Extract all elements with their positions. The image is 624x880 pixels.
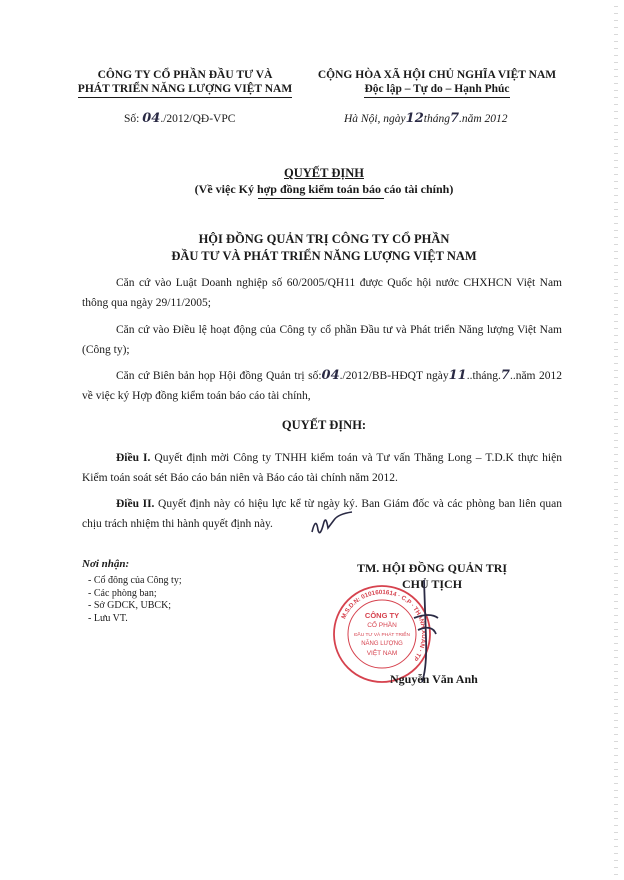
company-name-line1: CÔNG TY CỔ PHẦN ĐẦU TƯ VÀ xyxy=(97,69,273,81)
basis-1-text: Căn cứ vào Luật Doanh nghiệp số 60/2005/QH11 được Quốc hội nước CHXHCN Việt Nam thông qua ngày 29/11/2005; xyxy=(82,277,562,309)
article-1-text: Quyết định mời Công ty TNHH kiểm toán và Tư vấn Thăng Long – T.D.K thực hiện Kiểm toán soát sét Báo cáo bán niên và Báo cáo tài chính năm 2012. xyxy=(82,452,562,484)
article-2-text: Quyết định này có hiệu lực kể từ ngày ký. Ban Giám đốc và các phòng ban liên quan chịu trách nhiệm thi hành quyết định này. xyxy=(82,498,563,530)
national-motto: Độc lập – Tự do – Hạnh Phúc xyxy=(364,82,509,98)
doc-number-suffix: ./2012/QĐ-VPC xyxy=(160,113,236,125)
recipients-block xyxy=(82,558,182,625)
basis-paragraph-3 xyxy=(82,366,562,406)
doc-number-prefix: Số: xyxy=(124,113,143,125)
recipient-item: - Các phòng ban; xyxy=(88,587,157,599)
seal-line-3: ĐẦU TƯ VÀ PHÁT TRIỂN xyxy=(354,633,410,638)
company-name-line2: PHÁT TRIỂN NĂNG LƯỢNG VIỆT NAM xyxy=(78,82,292,98)
seal-line-2: CỔ PHẦN xyxy=(367,622,397,629)
seal-line-1: CÔNG TY xyxy=(364,611,400,620)
date-day-handwritten: 12 xyxy=(405,111,424,126)
basis-paragraph-2 xyxy=(82,320,562,360)
signature-title: TM. HỘI ĐỒNG QUẢN TRỊ xyxy=(356,561,508,575)
board-heading-line2: ĐẦU TƯ VÀ PHÁT TRIỂN NĂNG LƯỢNG VIỆT NAM xyxy=(171,249,477,263)
basis-2-text: Căn cứ vào Điều lệ hoạt động của Công ty cổ phần Đầu tư và Phát triển Năng lượng Việt Nam (Công ty); xyxy=(82,324,562,356)
initial-mark-icon xyxy=(308,510,354,540)
date-month-label: tháng xyxy=(423,113,450,125)
seal-ring-text: M.S.D.N: 0101601614 · C.P · THANH XUÂN · TP xyxy=(340,588,428,663)
recipient-item: - Sở GDCK, UBCK; xyxy=(88,600,172,611)
basis-paragraph-1 xyxy=(82,273,562,313)
document-title xyxy=(80,166,568,181)
seal-line-5: VIỆT NAM xyxy=(366,650,398,657)
board-heading-line1: HỘI ĐỒNG QUẢN TRỊ CÔNG TY CỔ PHẦN xyxy=(198,232,450,246)
recipients-title: Nơi nhận: xyxy=(82,558,130,570)
document-number xyxy=(124,111,235,126)
minutes-day-handwritten: 11 xyxy=(448,368,467,383)
minutes-number-handwritten: 04 xyxy=(321,368,340,383)
minutes-month-handwritten: 7 xyxy=(500,368,510,383)
signature-role: CHỦ TỊCH xyxy=(401,577,463,591)
document-subject: (Về việc Ký hợp đồng kiểm toán báo cáo tài chính) xyxy=(194,182,454,196)
republic-block xyxy=(302,68,572,98)
recipient-item: - Lưu VT. xyxy=(88,612,128,624)
republic-name: CỘNG HÒA XÃ HỘI CHỦ NGHĨA VIỆT NAM xyxy=(317,69,557,81)
board-heading xyxy=(80,231,568,265)
place-date-prefix: Hà Nội, ngày xyxy=(344,113,406,125)
document-title-text: QUYẾT ĐỊNH xyxy=(284,166,364,180)
place-date xyxy=(344,111,508,126)
doc-number-handwritten: 04 xyxy=(142,111,161,126)
basis-3-suffix: ..năm 2012 về việc ký Hợp đồng kiểm toán báo cáo tài chính, xyxy=(82,370,562,402)
article-1-label: Điều I. xyxy=(116,452,151,464)
company-name-block xyxy=(70,68,300,98)
date-month-handwritten: 7 xyxy=(449,111,459,126)
scan-edge-marks xyxy=(614,0,618,880)
recipient-item: - Cổ đông của Công ty; xyxy=(88,575,182,586)
article-1 xyxy=(82,448,562,488)
basis-3-prefix: Căn cứ Biên bản họp Hội đồng Quản trị số: xyxy=(116,370,322,382)
seal-line-4: NĂNG LƯỢNG xyxy=(361,641,403,647)
signer-name: Nguyễn Văn Anh xyxy=(390,672,478,686)
basis-3-mid2: ..tháng. xyxy=(466,370,501,382)
date-year: .năm 2012 xyxy=(459,113,508,125)
article-2-label: Điều II. xyxy=(116,498,155,510)
decision-heading: QUYẾT ĐỊNH: xyxy=(281,418,367,432)
subject-underline xyxy=(258,198,384,199)
basis-3-mid1: ./2012/BB-HĐQT ngày xyxy=(339,370,449,382)
